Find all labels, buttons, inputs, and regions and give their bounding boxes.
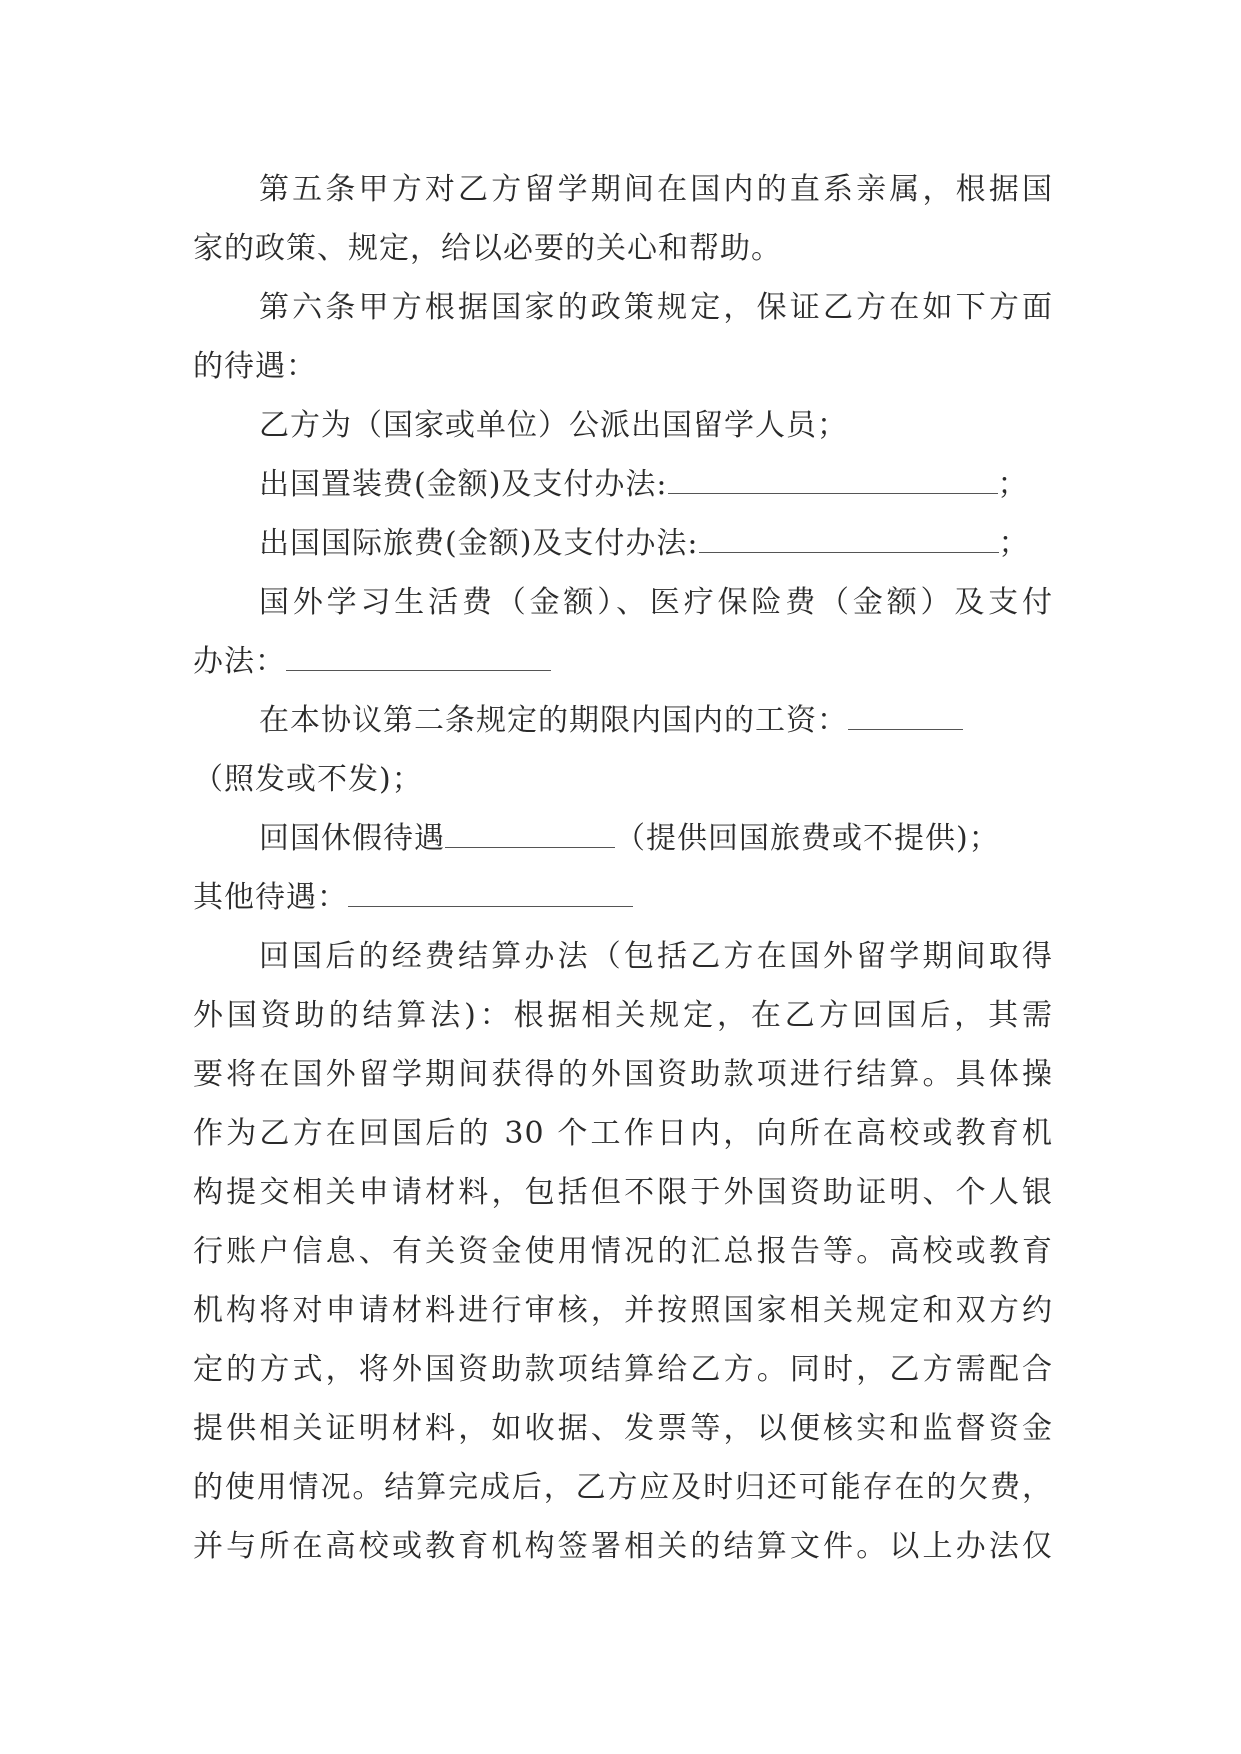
- text-line: [193, 927, 1053, 986]
- text-line: [193, 632, 1053, 691]
- line-text: 作为乙方在回国后的 30 个工作日内，向所在高校或教育机: [193, 1116, 1053, 1151]
- line-text: 构提交相关申请材料，包括但不限于外国资助证明、个人银: [193, 1175, 1053, 1210]
- line-text: 的待遇：: [193, 349, 317, 384]
- text-line: [193, 219, 1053, 278]
- line-suffix: ；: [997, 467, 1029, 502]
- text-line: [193, 1104, 1053, 1163]
- line-text: （照发或不发)；: [193, 762, 423, 797]
- line-text: 办法：: [193, 644, 286, 679]
- text-line: [193, 1163, 1053, 1222]
- line-text: 第六条甲方根据国家的政策规定，保证乙方在如下方面: [259, 290, 1053, 325]
- line-text: 行账户信息、有关资金使用情况的汇总报告等。高校或教育: [193, 1234, 1053, 1269]
- line-text: 第五条甲方对乙方留学期间在国内的直系亲属，根据国: [259, 172, 1053, 207]
- fill-in-blank: [699, 524, 999, 553]
- text-line: [193, 573, 1053, 632]
- fill-in-blank: [286, 642, 551, 671]
- text-line: [193, 514, 1053, 573]
- text-line: [193, 868, 1053, 927]
- fill-in-blank: [445, 819, 615, 848]
- line-text: 回国后的经费结算办法（包括乙方在国外留学期间取得: [259, 939, 1053, 974]
- text-line: [193, 160, 1053, 219]
- fill-in-blank: [848, 701, 963, 730]
- text-line: [193, 337, 1053, 396]
- line-text: 出国国际旅费(金额)及支付办法:: [259, 526, 699, 561]
- line-text: 在本协议第二条规定的期限内国内的工资：: [259, 703, 848, 738]
- fill-in-blank: [668, 465, 998, 494]
- text-line: [193, 809, 1053, 868]
- line-text: 的使用情况。结算完成后，乙方应及时归还可能存在的欠费，: [193, 1470, 1053, 1505]
- fill-in-blank: [348, 878, 633, 907]
- line-text: 回国休假待遇: [259, 821, 445, 856]
- text-line: [193, 1517, 1053, 1576]
- line-text: 外国资助的结算法)：根据相关规定，在乙方回国后，其需: [193, 998, 1053, 1033]
- line-text: 并与所在高校或教育机构签署相关的结算文件。以上办法仅: [193, 1529, 1053, 1564]
- line-text: 机构将对申请材料进行审核，并按照国家相关规定和双方约: [193, 1293, 1053, 1328]
- line-suffix: （提供回国旅费或不提供)；: [615, 821, 1000, 856]
- text-line: [193, 1458, 1053, 1517]
- line-suffix: ；: [998, 526, 1030, 561]
- line-text: 提供相关证明材料，如收据、发票等，以便核实和监督资金: [193, 1411, 1053, 1446]
- text-line: [193, 986, 1053, 1045]
- text-line: [193, 396, 1053, 455]
- text-line: [193, 1045, 1053, 1104]
- text-line: [193, 278, 1053, 337]
- line-text: 要将在国外留学期间获得的外国资助款项进行结算。具体操: [193, 1057, 1053, 1092]
- line-text: 出国置装费(金额)及支付办法:: [259, 467, 668, 502]
- text-line: [193, 1340, 1053, 1399]
- line-text: 家的政策、规定，给以必要的关心和帮助。: [193, 231, 782, 266]
- text-line: [193, 1222, 1053, 1281]
- line-text: 其他待遇：: [193, 880, 348, 915]
- text-line: [193, 455, 1053, 514]
- text-line: [193, 1281, 1053, 1340]
- line-text: 乙方为（国家或单位）公派出国留学人员；: [259, 408, 848, 443]
- line-text: 定的方式，将外国资助款项结算给乙方。同时，乙方需配合: [193, 1352, 1053, 1387]
- text-line: [193, 750, 1053, 809]
- text-line: [193, 1399, 1053, 1458]
- text-line: [193, 691, 1053, 750]
- document-body: [193, 160, 1053, 1576]
- line-text: 国外学习生活费（金额）、医疗保险费（金额）及支付: [259, 585, 1053, 620]
